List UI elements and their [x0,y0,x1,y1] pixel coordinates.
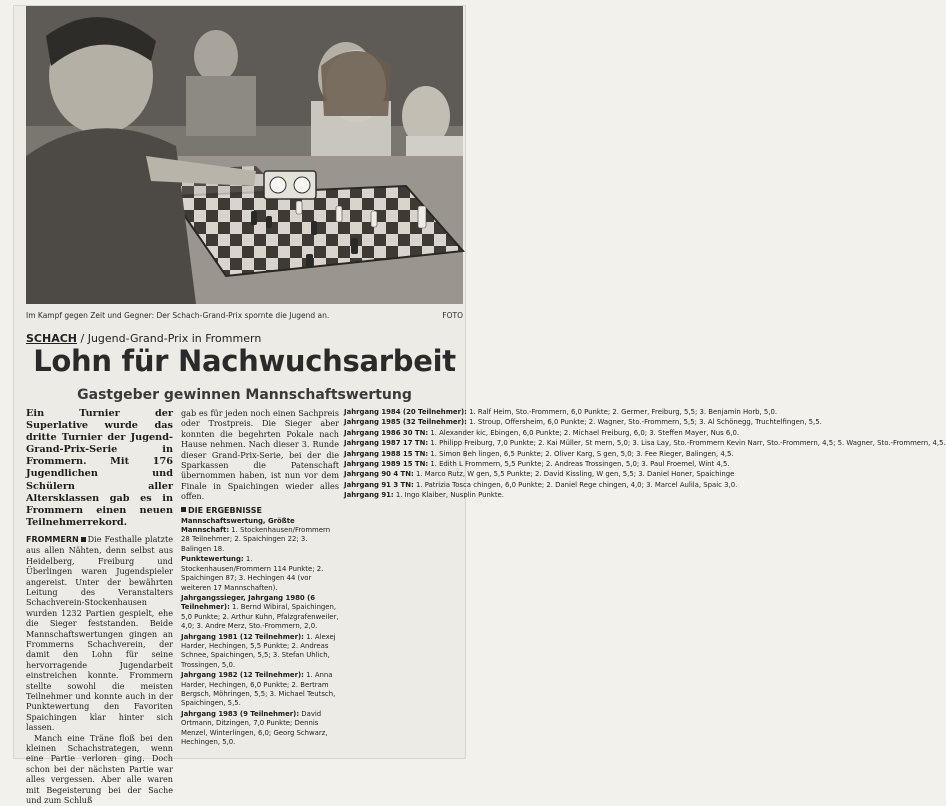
newspaper-clipping [14,6,946,806]
result-entry [344,428,740,438]
result-entry [344,470,735,479]
result-entry [344,408,778,417]
lead-paragraph: Ein Turnier der Superlative wurde das dritte Turnier der Jugend-Grand-Prix-Serie in Frommern. Mit 176 Jugendlichen und Schülern aller Altersklassen gab es in Frommern einen neuen Teilnehmerrekord. [26,408,173,528]
result-heading: Jahrgang 90 4 TN: [344,470,414,479]
result-heading: Jahrgang 1985 (32 Teilnehmer): [344,418,467,427]
result-text: 1. Marco Rutz, W gen, 5,5 Punkte; 2. David Kissling, W gen, 5,5; 3. Daniel Honer, Spaichinge [413,470,735,479]
result-entry [181,594,339,632]
subheadline: Gastgeber gewinnen Mannschaftswertung [77,387,412,403]
result-heading: Jahrgang 1982 (12 Teilnehmer): [181,671,304,680]
result-text: 1. Alexander kic, Ebingen, 6,0 Punkte; 2. Michael Freiburg, 6,0; 3. Steffen Mayer, Nus 6,0. [428,428,740,437]
result-entry [344,418,822,427]
result-heading: Mannschaftswertung, Größte Mannschaft: [181,516,295,535]
result-entry [181,710,339,748]
result-text: 1. Simon Beh lingen, 6,5 Punkte; 2. Oliver Karg, S gen, 5,0; 3. Fee Rieger, Balingen, 4,5. [428,449,734,458]
result-entry [181,633,339,671]
result-text: 1. Bernd Wibiral, Spaichingen, 5,0 Punkte; 2. Arthur Kuhn, Pfalzgrafenweiler, 4,0; 3. Andre Merz, Sto.-Frommern, 2,0. [181,603,339,631]
column-2 [181,408,339,758]
bullet-square-icon [181,507,186,512]
result-heading: Jahrgang 91: [344,491,394,500]
result-heading: Jahrgangssieger, Jahrgang 1980 (6 Teilnehmer): [181,593,316,612]
result-heading: Jahrgang 91 3 TN: [344,480,414,489]
result-text: 1. Stockenhausen/Frommern 28 Teilnehmer; 2. Spaichingen 22; 3. Balingen 18. [181,526,331,553]
result-text: David Ortmann, Ditzingen, 7,0 Punkte; Dennis Menzel, Winterlingen, 6,0; Georg Schwarz, Hechingen, 5,0. [181,709,328,746]
chess-tournament-photo [26,6,463,304]
result-text: 1. Philipp Freiburg, 7,0 Punkte; 2. Kai Müller, St mern, 5,0; 3. Lisa Lay, Sto.-Frommern Kevin Narr, Sto.-Frommern, 4,5; 5. Wagner, Sto.-Frommern, 4,5. [428,439,946,448]
result-text: 1. Patrizia Tosca chingen, 6,0 Punkte; 2. Daniel Rege chingen, 4,0; 3. Marcel Aulila, Spaic 3,0. [413,480,738,489]
body-paragraph-1 [26,534,173,733]
result-entry [344,491,504,500]
result-heading: Jahrgang 1988 15 TN: [344,449,429,458]
result-heading: Jahrgang 1983 (9 Teilnehmer): [181,709,300,718]
result-entry [344,480,738,490]
result-heading: Jahrgang 1984 (20 Teilnehmer): [344,408,467,416]
result-entry [344,439,946,448]
result-text: 1. Ralf Heim, Sto.-Frommern, 6,0 Punkte; 2. Germer, Freiburg, 5,5; 3. Benjamin Horb, 5,0. [466,408,778,416]
result-heading: Jahrgang 1986 30 TN: [344,428,429,437]
result-text: 1. Stroup, Offersheim, 6,0 Punkte; 2. Wagner, Sto.-Frommern, 5,5; 3. Al Schönegg, Truchtelfingen, 5,5. [466,418,822,427]
kicker-topic: / Jugend-Grand-Prix in Frommern [77,332,262,345]
bullet-square-icon [81,537,86,542]
result-heading: Punktewertung: [181,555,244,564]
result-entry [181,671,339,709]
dateline: FROMMERN [26,534,79,544]
result-heading: Jahrgang 1981 (12 Teilnehmer): [181,632,304,641]
column-1 [26,408,173,806]
result-text: 1. Ingo Klaiber, Nusplin Punkte. [393,491,504,500]
result-text: 1. Stockenhausen/Frommern 114 Punkte; 2. Spaichingen 87; 3. Hechingen 44 (vor weiteren 17 Mannschaften). [181,555,324,592]
body-text-1: Die Festhalle platzte aus allen Nähten, denn selbst aus Heidelberg, Freiburg und Überlingen waren Jugendspieler angereist. Unter der bewährten Leitung des Veranstalters Schachverein-Stockenhausen wurden 1232 Partien gespielt, ehe die Sieger feststanden. Beide Mannschaftswertungen gingen an Frommerns Schachverein, der damit den Lohn für seine hervorragende Jugendarbeit einstreichen konnte. Frommern stellte sowohl die meisten Teilnehmer und konnte auch in der Punktewertung den Favoriten Spaichingen klar hinter sich lassen. [26,533,173,733]
result-heading: Jahrgang 1987 17 TN: [344,439,429,448]
results-heading: DIE ERGEBNISSE [181,506,339,515]
result-entry [344,460,730,469]
result-entry [344,449,734,459]
result-text: 1. Edith L Frommern, 5,5 Punkte; 2. Andreas Trossingen, 5,0; 3. Paul Froemel, Wint 4,5. [428,460,730,469]
results-list-1 [181,517,339,748]
results-list-2 [344,408,946,501]
body-paragraph-2: Manch eine Träne floß bei den kleinen Schachstrategen, wenn eine Partie verloren ging. Doch schon bei der nächsten Partie war alles vergessen. Aber alle waren mit Begeisterung bei der Sache und zum Schluß [26,732,173,806]
kicker-section: SCHACH [26,332,77,345]
headline: Lohn für Nachwuchsarbeit [33,344,456,378]
photo-caption [26,311,463,320]
column-2-body: gab es für jeden noch einen Sachpreis oder Trostpreis. Die Sieger aber konnten die begehrten Pokale nach Hause nehmen. Nach dieser 3. Runde dieser Grand-Prix-Serie, bei der die Sparkassen die Patenschaft übernommen haben, ist nun vor dem Finale in Spaichingen wieder alles offen. [181,408,339,502]
result-text: 1. Anna Harder, Hechingen, 6,0 Punkte; 2. Bertram Bergsch, Möhringen, 5,5; 3. Michael Teutsch, Spaichingen, 5,5. [181,671,336,708]
caption-text: Im Kampf gegen Zeit und Gegner: Der Schach-Grand-Prix spornte die Jugend an. [26,311,330,320]
column-3 [344,408,946,758]
result-entry [181,555,339,593]
photo-credit: FOTO [442,311,463,320]
result-heading: Jahrgang 1989 15 TN: [344,460,429,469]
result-entry [181,517,339,555]
result-text: 1. Alexej Harder, Hechingen, 5,5 Punkte; 2. Andreas Schnee, Spaichingen, 5,5; 3. Stefan Uhlich, Trossingen, 5,0. [181,632,336,669]
